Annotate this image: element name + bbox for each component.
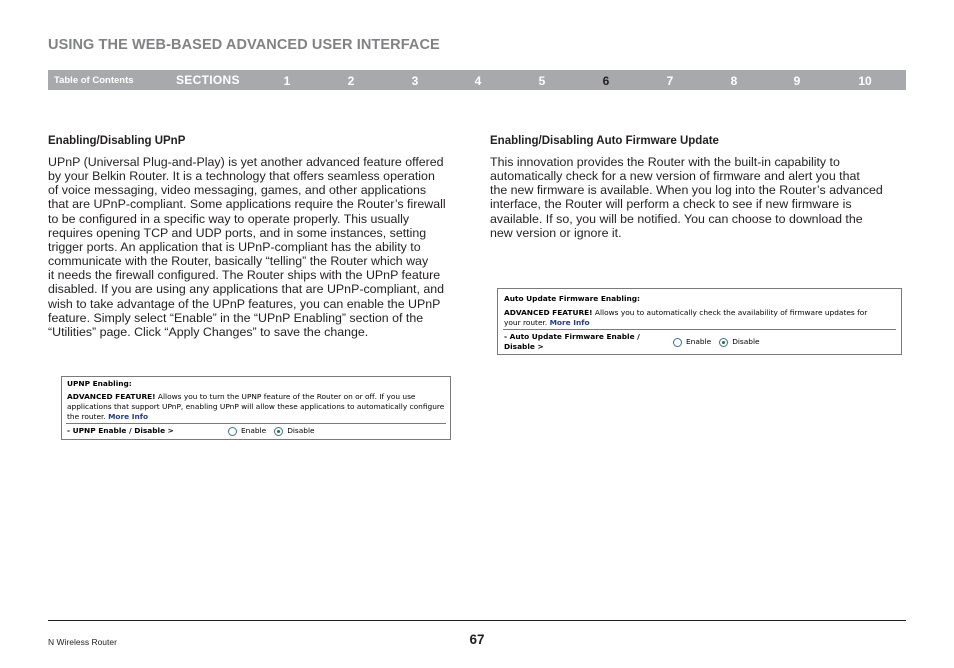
firmware-body-text (490, 155, 905, 240)
more-info-link[interactable]: More Info (108, 412, 149, 421)
text-line: wish to take advantage of the UPnP features, you can enable the UPnP (48, 296, 441, 311)
upnp-setting-label: - UPNP Enable / Disable > (67, 426, 174, 435)
firmware-description (504, 308, 899, 328)
upnp-description (67, 392, 447, 422)
advanced-feature-label: ADVANCED FEATURE! (67, 392, 156, 401)
setting-label-line: - Auto Update Firmware Enable / (504, 332, 640, 341)
product-name: N Wireless Router (48, 637, 117, 647)
text-line: to be configured in a specific way to operate properly. This usually (48, 211, 410, 226)
description-text: applications that support UPnP, enabling UPnP will allow these applications to automatically configure (67, 402, 445, 411)
upnp-body-text (48, 155, 468, 339)
section-link-8[interactable]: 8 (730, 74, 738, 88)
firmware-settings-screenshot (497, 288, 902, 355)
text-line: automatically check for a new version of firmware and alert you that (490, 169, 860, 184)
section-link-9[interactable]: 9 (793, 74, 801, 88)
page-header-title: USING THE WEB-BASED ADVANCED USER INTERFACE (48, 37, 440, 53)
advanced-feature-label: ADVANCED FEATURE! (504, 308, 593, 317)
text-line: communicate with the Router, basically “telling” the Router which way (48, 254, 429, 269)
text-line: new version or ignore it. (490, 225, 622, 240)
section-link-10[interactable]: 10 (858, 74, 872, 88)
text-line: that are UPnP-compliant. Some applications require the Router’s firewall (48, 197, 446, 212)
text-line: interface, the Router will perform a check to see if new firmware is (490, 197, 852, 212)
section-link-2[interactable]: 2 (347, 74, 355, 88)
disable-radio[interactable] (274, 427, 283, 436)
text-line: disabled. If you are using any applications that are UPnP-compliant, and (48, 282, 445, 297)
sections-label: SECTIONS (176, 73, 240, 87)
section-link-6[interactable]: 6 (602, 74, 610, 88)
upnp-settings-screenshot (61, 376, 451, 440)
text-line: requires opening TCP and UDP ports, and in some instances, setting (48, 225, 427, 240)
text-line: This innovation provides the Router with the built-in capability to (490, 155, 840, 169)
divider (503, 329, 896, 330)
text-line: “Utilities” page. Click “Apply Changes” to save the change. (48, 324, 369, 339)
more-info-link[interactable]: More Info (549, 318, 590, 327)
firmware-setting-label (504, 332, 640, 352)
text-line: UPnP (Universal Plug-and-Play) is yet another advanced feature offered (48, 155, 444, 169)
enable-radio[interactable] (228, 427, 237, 436)
table-of-contents-link[interactable]: Table of Contents (54, 75, 134, 86)
page-number: 67 (469, 632, 485, 647)
section-link-1[interactable]: 1 (283, 74, 291, 88)
description-text: your router. (504, 318, 550, 327)
section-link-5[interactable]: 5 (538, 74, 546, 88)
description-text: Allows you to turn the UPNP feature of the Router on or off. If you use (155, 392, 416, 401)
firmware-enabling-title: Auto Update Firmware Enabling: (504, 294, 640, 303)
firmware-section-heading: Enabling/Disabling Auto Firmware Update (490, 135, 719, 147)
disable-label: Disable (732, 337, 760, 346)
description-text: Allows you to automatically check the availability of firmware updates for (592, 308, 868, 317)
text-line: feature. Simply select “Enable” in the “UPnP Enabling” section of the (48, 310, 424, 325)
enable-label: Enable (686, 337, 712, 346)
disable-radio[interactable] (719, 338, 728, 347)
description-text: the router. (67, 412, 109, 421)
text-line: available. If so, you will be notified. You can choose to download the (490, 211, 863, 226)
section-link-3[interactable]: 3 (411, 74, 419, 88)
upnp-radio-group (228, 426, 323, 436)
disable-label: Disable (287, 426, 315, 435)
upnp-enabling-title: UPNP Enabling: (67, 379, 132, 388)
setting-label-line: Disable > (504, 342, 544, 351)
enable-radio[interactable] (673, 338, 682, 347)
section-link-4[interactable]: 4 (474, 74, 482, 88)
section-navbar (48, 70, 906, 90)
text-line: by your Belkin Router. It is a technology that offers seamless operation (48, 169, 435, 184)
upnp-section-heading: Enabling/Disabling UPnP (48, 135, 186, 147)
text-line: the new firmware is available. When you log into the Router’s advanced (490, 183, 883, 198)
divider (66, 423, 446, 424)
section-link-7[interactable]: 7 (666, 74, 674, 88)
enable-label: Enable (241, 426, 267, 435)
footer-divider (48, 620, 906, 621)
firmware-radio-group (673, 337, 768, 347)
text-line: trigger ports. An application that is UPnP-compliant has the ability to (48, 239, 421, 254)
text-line: it needs the firewall configured. The Router ships with the UPnP feature (48, 268, 441, 283)
text-line: of voice messaging, video messaging, games, and other applications (48, 183, 427, 198)
